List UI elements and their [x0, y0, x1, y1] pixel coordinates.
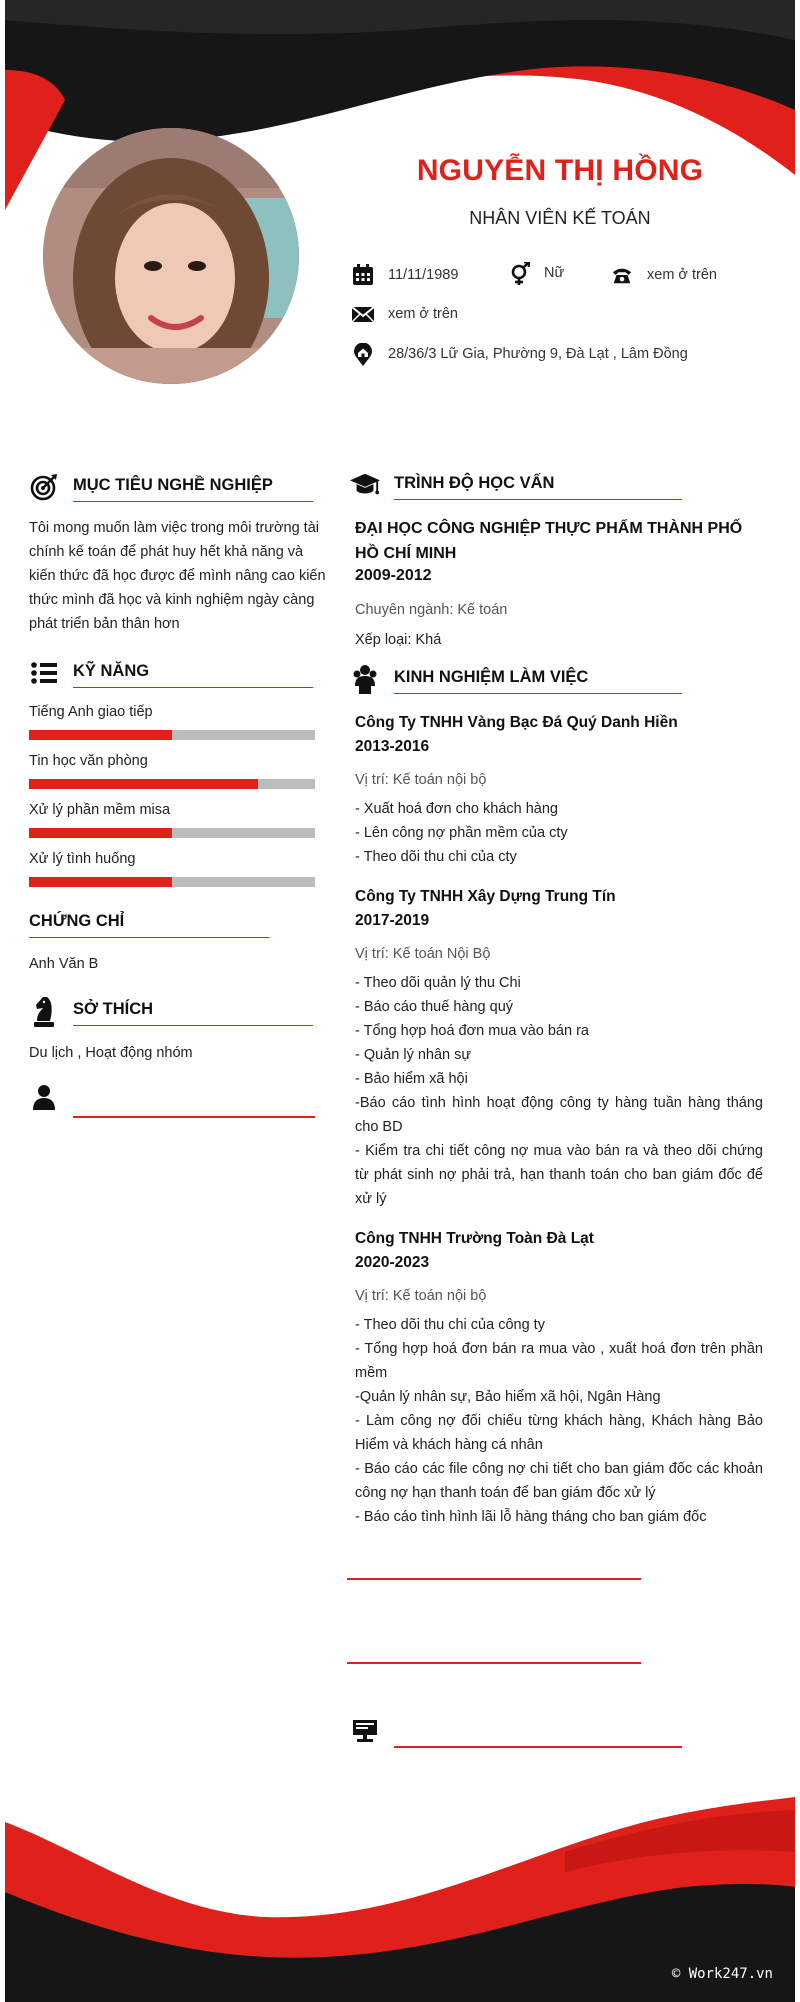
- address-text: 28/36/3 Lữ Gia, Phường 9, Đà Lạt , Lâm Đồng: [388, 346, 688, 362]
- job-duty: - Xuất hoá đơn cho khách hàng: [355, 801, 558, 817]
- email-item: [352, 303, 458, 325]
- section-underline: [73, 1116, 315, 1118]
- hobbies-header: [29, 996, 313, 1026]
- experience-title: KINH NGHIỆM LÀM VIỆC: [394, 668, 682, 694]
- skill-bar: [29, 828, 315, 838]
- job-entry: [355, 711, 763, 869]
- phone-text: xem ở trên: [647, 267, 717, 283]
- skill-bar-fill: [29, 730, 172, 740]
- gender-icon: [508, 262, 530, 284]
- job-duty: - Tổng hợp hoá đơn mua vào bán ra: [355, 1023, 589, 1039]
- education-school: ĐẠI HỌC CÔNG NGHIỆP THỰC PHẨM THÀNH PHỐ HỒ CHÍ MINH: [355, 520, 743, 562]
- education-years: 2009-2012: [355, 567, 432, 584]
- target-icon: [29, 472, 59, 502]
- location-pin-icon: [352, 343, 374, 365]
- person-icon: [29, 1082, 59, 1112]
- job-position: Vị trí: Kế toán nội bộ: [355, 772, 487, 788]
- education-title: TRÌNH ĐỘ HỌC VẤN: [394, 474, 682, 500]
- section-underline: [394, 1746, 682, 1748]
- skill-item: [29, 851, 315, 887]
- skill-bar: [29, 779, 315, 789]
- skill-label: Xử lý tình huống: [29, 851, 136, 867]
- job-duty: - Lên công nợ phần mềm của cty: [355, 825, 568, 841]
- envelope-icon: [352, 303, 374, 325]
- candidate-name: NGUYỄN THỊ HỒNG: [416, 154, 704, 187]
- job-years: 2013-2016: [355, 738, 430, 755]
- skill-bar: [29, 877, 315, 887]
- skill-bar: [29, 730, 315, 740]
- birthday-text: 11/11/1989: [388, 267, 459, 283]
- job-duty: -Báo cáo tình hình hoạt động công ty hàng tuần hàng tháng cho BD: [355, 1095, 763, 1135]
- profile-photo: [43, 128, 299, 384]
- job-duty: - Quản lý nhân sự: [355, 1047, 472, 1063]
- skill-label: Tin học văn phòng: [29, 753, 148, 769]
- skill-label: Tiếng Anh giao tiếp: [29, 704, 153, 720]
- job-title: NHÂN VIÊN KẾ TOÁN: [469, 208, 651, 228]
- birthday-item: [352, 264, 458, 286]
- job-company: Công Ty TNHH Vàng Bạc Đá Quý Danh Hiền: [355, 714, 678, 731]
- job-duty: - Tổng hợp hoá đơn bán ra mua vào , xuất hoá đơn trên phần mềm: [355, 1341, 763, 1381]
- job-duty: - Theo dõi thu chi của công ty: [355, 1317, 545, 1333]
- job-duties: [355, 797, 763, 869]
- hobbies-text: Du lịch , Hoạt động nhóm: [29, 1045, 193, 1061]
- address-item: [352, 343, 688, 365]
- chess-knight-icon: [29, 996, 59, 1026]
- certificates-header: [29, 912, 269, 938]
- job-duty: - Báo cáo thuế hàng quý: [355, 999, 514, 1015]
- hobbies-title: SỞ THÍCH: [73, 1000, 313, 1026]
- job-duty: - Bảo hiểm xã hội: [355, 1071, 468, 1087]
- job-position: Vị trí: Kế toán Nội Bộ: [355, 946, 491, 962]
- job-years: 2017-2019: [355, 912, 430, 929]
- email-text: xem ở trên: [388, 306, 458, 322]
- calendar-icon: [352, 264, 374, 286]
- objective-title: MỤC TIÊU NGHỀ NGHIỆP: [73, 476, 313, 502]
- objective-header: [29, 472, 313, 502]
- footer-watermark: © Work247.vn: [671, 1966, 773, 1982]
- education-rank: Xếp loại: Khá: [355, 632, 442, 648]
- experience-header: [350, 664, 682, 694]
- computer-icon: [350, 1716, 380, 1746]
- job-duty: -Quản lý nhân sự, Bảo hiểm xã hội, Ngân Hàng: [355, 1389, 661, 1405]
- phone-item: [611, 264, 717, 286]
- job-duty: - Theo dõi thu chi của cty: [355, 849, 517, 865]
- job-duties: [355, 1313, 763, 1529]
- skill-item: [29, 753, 315, 789]
- skill-item: [29, 802, 315, 838]
- graduation-cap-icon: [350, 470, 380, 500]
- job-duties: [355, 971, 763, 1211]
- skill-bar-fill: [29, 828, 172, 838]
- list-icon: [29, 658, 59, 688]
- team-icon: [350, 664, 380, 694]
- job-entry: [355, 1227, 763, 1529]
- empty-section-underline: [347, 1578, 641, 1580]
- gender-text: Nữ: [544, 265, 565, 281]
- job-years: 2020-2023: [355, 1254, 430, 1271]
- certificates-text: Anh Văn B: [29, 956, 99, 972]
- job-duty: - Báo cáo tình hình lãi lỗ hàng tháng cho ban giám đốc: [355, 1509, 707, 1525]
- extra-section-header: [29, 1082, 73, 1112]
- job-duty: - Theo dõi quản lý thu Chi: [355, 975, 521, 991]
- skills-title: KỸ NĂNG: [73, 662, 313, 688]
- empty-section-underline: [347, 1662, 641, 1664]
- job-position: Vị trí: Kế toán nội bộ: [355, 1288, 487, 1304]
- job-duty: - Kiểm tra chi tiết công nợ mua vào bán ra và theo dõi chứng từ phát sinh nợ phải trả, hạn thanh toán cho ban giám đốc để xử lý: [355, 1143, 763, 1207]
- extra-section-header: [350, 1716, 394, 1746]
- cv-page: [5, 0, 795, 2002]
- certificates-title: CHỨNG CHỈ: [29, 912, 269, 938]
- job-duty: - Làm công nợ đối chiếu từng khách hàng, Khách hàng Bảo Hiểm và khách hàng cá nhân: [355, 1413, 763, 1453]
- skill-item: [29, 704, 315, 740]
- job-company: Công TNHH Trường Toàn Đà Lạt: [355, 1230, 594, 1247]
- objective-text: Tôi mong muốn làm việc trong môi trường tài chính kế toán để phát huy hết khả năng và kiến thức đã học được để mình nâng cao kiến thức mình đã học và kinh nghiệm ngày càng phát triển bản thân hơn: [29, 520, 326, 632]
- skill-bar-fill: [29, 877, 172, 887]
- phone-icon: [611, 264, 633, 286]
- gender-item: [508, 262, 564, 284]
- education-header: [350, 470, 682, 500]
- skill-label: Xử lý phần mềm misa: [29, 802, 171, 818]
- skill-bar-fill: [29, 779, 258, 789]
- job-company: Công Ty TNHH Xây Dựng Trung Tín: [355, 888, 616, 905]
- skills-header: [29, 658, 313, 688]
- job-duty: - Báo cáo các file công nợ chi tiết cho ban giám đốc các khoản công nợ hạn thanh toán để ban giám đốc xử lý: [355, 1461, 763, 1501]
- education-major: Chuyên ngành: Kế toán: [355, 602, 508, 618]
- job-entry: [355, 885, 763, 1211]
